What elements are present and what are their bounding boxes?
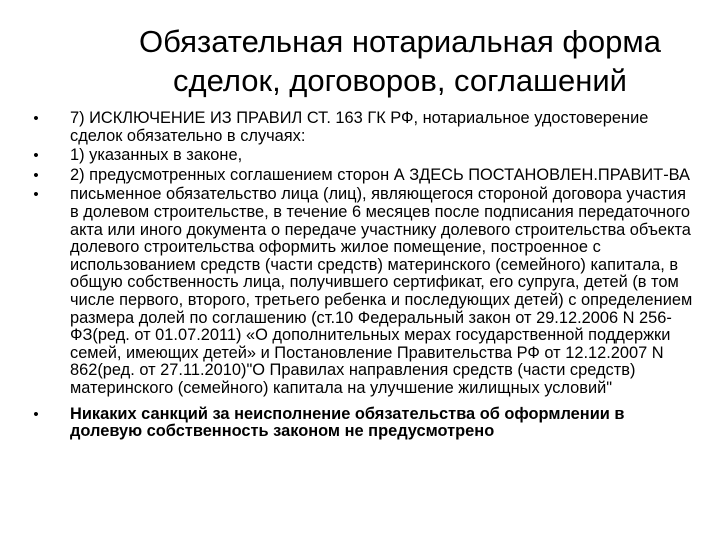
bullet-icon: • — [33, 166, 39, 184]
bullet-item-law — [30, 147, 695, 165]
bullet-text: 7) ИСКЛЮЧЕНИЕ ИЗ ПРАВИЛ СТ. 163 ГК РФ, нотариальное удостоверение сделок обязательно в случаях: — [70, 109, 649, 145]
bullet-list — [30, 110, 695, 443]
bullet-text: 1) указанных в законе, — [70, 146, 243, 165]
slide-title — [40, 22, 720, 100]
slide-title-line-2: сделок, договоров, соглашений — [173, 63, 627, 98]
bullet-item-exception — [30, 110, 695, 145]
bullet-text: Никаких санкций за неисполнение обязательства об оформлении в долевую собственность законом не предусмотрено — [70, 404, 625, 441]
bullet-text: 2) предусмотренных соглашением сторон А ЗДЕСЬ ПОСТАНОВЛЕН.ПРАВИТ-ВА — [70, 165, 690, 184]
bullet-icon: • — [33, 147, 39, 165]
bullet-text: письменное обязательство лица (лиц), являющегося стороной договора участия в долевом строительстве, в течение 6 месяцев после подписания передаточного акта или иного документа о передаче участнику долевого строительства объекта долевого строительства оформить жилое помещение, построенное с использованием средств (части средств) материнского (семейного) капитала, в общую собственность лица, получившего сертификат, его супруга, детей (в том числе первого, второго, третьего ребенка и последующих детей) с определением размера долей по соглашению (ст.10 Федеральный закон от 29.12.2006 N 256-ФЗ(ред. от 01.07.2011) «О дополнительных мерах государственной поддержки семей, имеющих детей» и Постановление Правительства РФ от 12.12.2007 N 862(ред. от 27.11.2010)"О Правилах направления средств (части средств) материнского (семейного) капитала на улучшение жилищных условий" — [70, 185, 693, 397]
slide-title-line-1: Обязательная нотариальная форма — [139, 24, 661, 59]
bullet-icon: • — [33, 110, 39, 127]
bullet-item-no-sanctions — [30, 406, 695, 441]
bullet-item-obligation — [30, 186, 695, 397]
bullet-item-agreement — [30, 167, 695, 185]
bullet-icon: • — [33, 186, 39, 204]
bullet-icon: • — [33, 405, 39, 423]
